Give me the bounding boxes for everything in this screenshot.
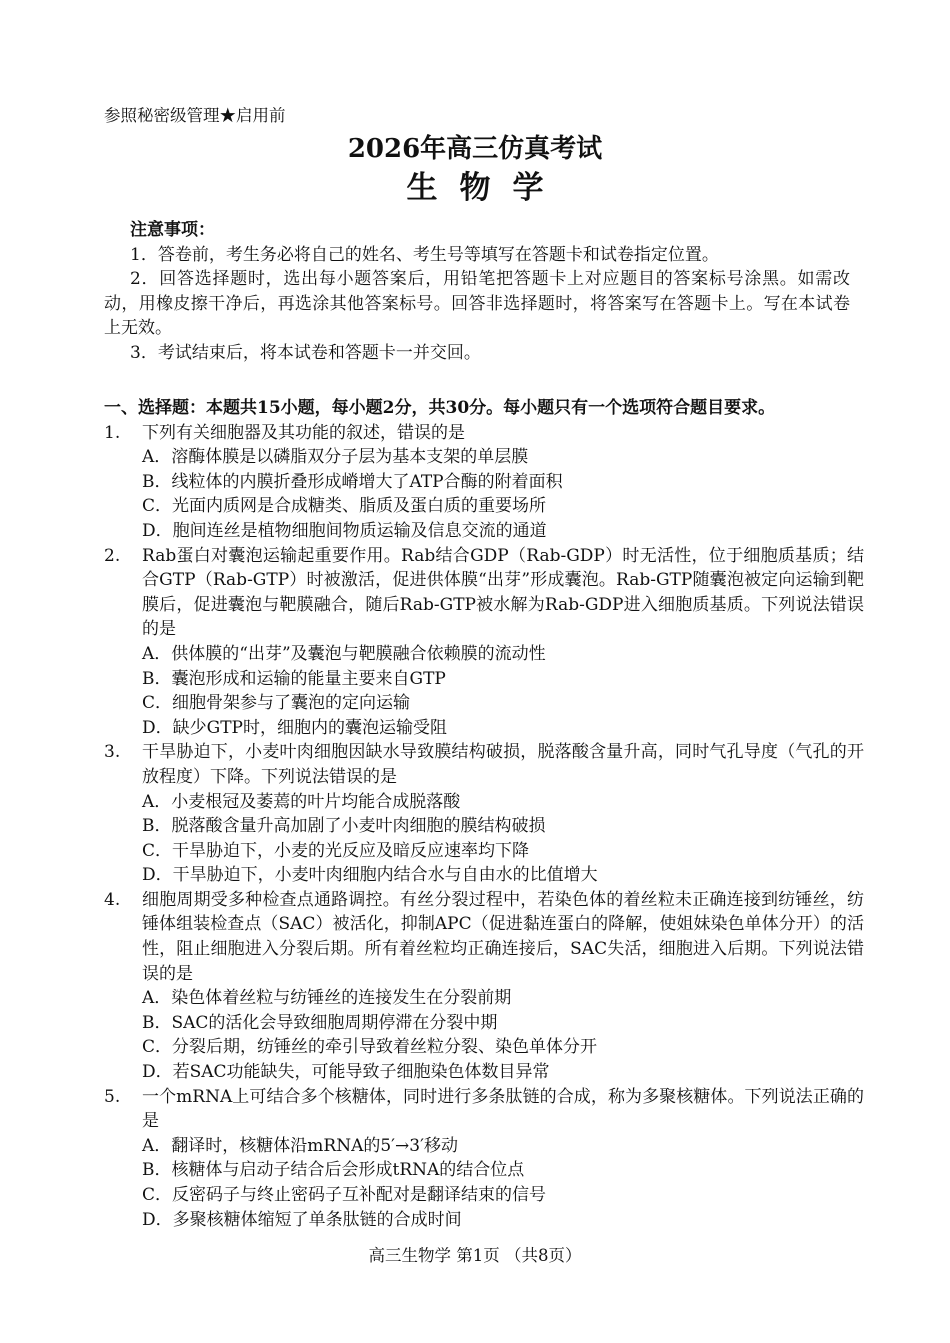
- option-d: D．多聚核糖体缩短了单条肽链的合成时间: [142, 1209, 462, 1230]
- option-b: B．脱落酸含量升高加剧了小麦叶肉细胞的膜结构破损: [142, 816, 546, 837]
- question-stem: 干旱胁迫下，小麦叶肉细胞因缺水导致膜结构破损，脱落酸含量升高，同时气孔导度（气孔的开放程度）下降。下列说法错误的是: [142, 742, 864, 787]
- option-c: C．细胞骨架参与了囊泡的定向运输: [142, 693, 411, 714]
- instructions-heading: 注意事项：: [130, 220, 215, 240]
- question-stem: Rab蛋白对囊泡运输起重要作用。Rab结合GDP（Rab-GDP）时无活性，位于细胞质基质；结合GTP（Rab-GTP）时被激活，促进供体膜“出芽”形成囊泡。Rab-GTP随囊泡被定向运输到靶膜后，促进囊泡与靶膜融合，随后Rab-GTP被水解为Rab-GDP进入细胞质基质。下列说法错误的是: [142, 545, 864, 640]
- question-stem: 下列有关细胞器及其功能的叙述，错误的是: [142, 422, 465, 443]
- option-d: D．干旱胁迫下，小麦叶肉细胞内结合水与自由水的比值增大: [142, 865, 598, 886]
- instruction-item: 3．考试结束后，将本试卷和答题卡一并交回。: [130, 342, 481, 363]
- question-2: [104, 544, 864, 741]
- section-heading: 一、选择题：本题共15小题，每小题2分，共30分。每小题只有一个选项符合题目要求。: [104, 398, 776, 418]
- question-stem: 细胞周期受多种检查点通路调控。有丝分裂过程中，若染色体的着丝粒未正确连接到纺锤丝，纺锤体组装检查点（SAC）被活化，抑制APC（促进黏连蛋白的降解，使姐妹染色单体分开）的活性，阻止细胞进入分裂后期。所有着丝粒均正确连接后，SAC失活，细胞进入后期。下列说法错误的是: [142, 889, 864, 984]
- question-5: [104, 1085, 864, 1233]
- option-d: D．胞间连丝是植物细胞间物质运输及信息交流的通道: [142, 520, 547, 541]
- option-a: A．溶酶体膜是以磷脂双分子层为基本支架的单层膜: [142, 447, 529, 468]
- instruction-item: 1．答卷前，考生务必将自己的姓名、考生号等填写在答题卡和试卷指定位置。: [130, 244, 719, 265]
- question-number: 5.: [104, 1086, 121, 1107]
- page-footer: 高三生物学 第1页 （共8页）: [368, 1246, 582, 1265]
- question-number: 2.: [104, 545, 121, 566]
- instruction-item: 2．回答选择题时，选出每小题答案后，用铅笔把答题卡上对应题目的答案标号涂黑。如需改动，用橡皮擦干净后，再选涂其他答案标号。回答非选择题时，将答案写在答题卡上。写在本试卷上无效。: [104, 269, 850, 339]
- option-d: D．缺少GTP时，细胞内的囊泡运输受阻: [142, 717, 447, 738]
- option-c: C．分裂后期，纺锤丝的牵引导致着丝粒分裂、染色单体分开: [142, 1037, 598, 1058]
- option-b: B．SAC的活化会导致细胞周期停滞在分裂中期: [142, 1012, 498, 1033]
- subject-title: [0, 168, 950, 208]
- option-a: A．供体膜的“出芽”及囊泡与靶膜融合依赖膜的流动性: [142, 643, 546, 664]
- subject-char: 学: [512, 170, 544, 206]
- question-1: [104, 421, 864, 544]
- option-a: A．染色体着丝粒与纺锤丝的连接发生在分裂前期: [142, 988, 512, 1009]
- confidentiality-label: 参照秘密级管理★启用前: [104, 106, 286, 125]
- question-number: 4.: [104, 889, 121, 910]
- option-c: C．光面内质网是合成糖类、脂质及蛋白质的重要场所: [142, 496, 547, 517]
- exam-title: 2026年高三仿真考试: [347, 134, 603, 164]
- option-d: D．若SAC功能缺失，可能导致子细胞染色体数目异常: [142, 1062, 550, 1083]
- option-b: B．线粒体的内膜折叠形成嵴增大了ATP合酶的附着面积: [142, 471, 563, 492]
- instructions-block: [104, 218, 850, 366]
- option-a: A．小麦根冠及萎蔫的叶片均能合成脱落酸: [142, 791, 461, 812]
- multiple-choice-section: [104, 396, 864, 1232]
- question-stem: 一个mRNA上可结合多个核糖体，同时进行多条肽链的合成，称为多聚核糖体。下列说法正确的是: [142, 1086, 864, 1132]
- option-c: C．反密码子与终止密码子互补配对是翻译结束的信号: [142, 1185, 547, 1205]
- option-b: B．核糖体与启动子结合后会形成tRNA的结合位点: [142, 1160, 525, 1181]
- question-3: [104, 740, 864, 888]
- subject-char: 生: [406, 170, 438, 206]
- question-4: [104, 888, 864, 1085]
- question-number: 1.: [104, 422, 121, 443]
- option-a: A．翻译时，核糖体沿mRNA的5′→3′移动: [142, 1135, 458, 1156]
- option-c: C．干旱胁迫下，小麦的光反应及暗反应速率均下降: [142, 840, 530, 861]
- question-number: 3.: [104, 742, 121, 763]
- subject-char: 物: [459, 170, 491, 206]
- option-b: B．囊泡形成和运输的能量主要来自GTP: [142, 668, 446, 689]
